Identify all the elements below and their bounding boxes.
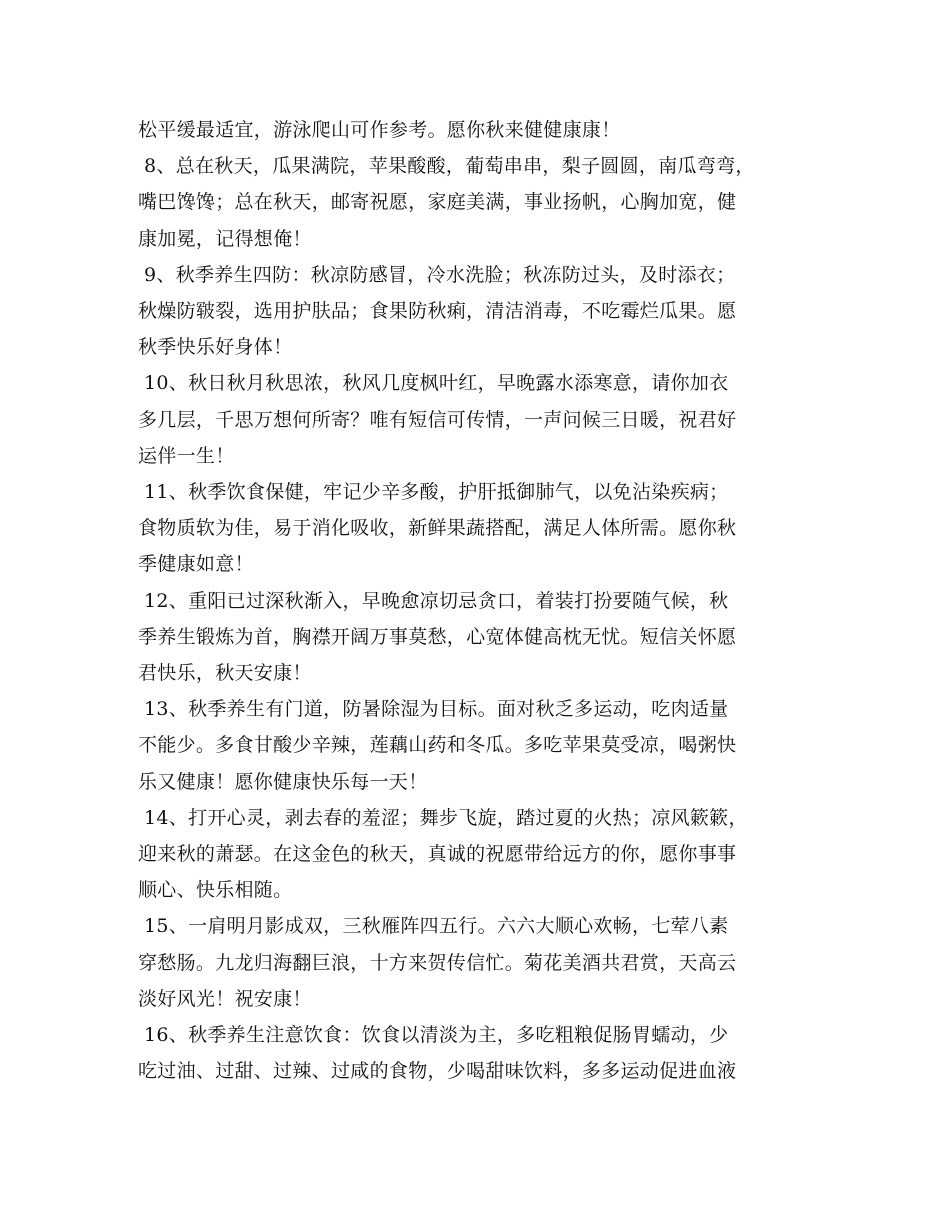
paragraph-13 bbox=[138, 691, 818, 800]
paragraph-8 bbox=[138, 148, 818, 257]
text-line: 顺心、快乐相随。 bbox=[138, 879, 293, 902]
paragraph-14 bbox=[138, 800, 818, 909]
text-line: 食物质软为佳，易于消化吸收，新鲜果蔬搭配，满足人体所需。愿你秋 bbox=[138, 517, 737, 540]
text-line: 9、秋季养生四防：秋凉防感冒，冷水洗脸；秋冻防过头，及时添衣； bbox=[144, 263, 736, 286]
text-line: 嘴巴馋馋；总在秋天，邮寄祝愿，家庭美满，事业扬帆，心胸加宽，健 bbox=[138, 191, 737, 214]
paragraph-12 bbox=[138, 583, 818, 692]
text-line: 秋季快乐好身体！ bbox=[138, 336, 293, 359]
text-line: 乐又健康！愿你健康快乐每一天！ bbox=[138, 770, 428, 793]
text-line: 吃过油、过甜、过辣、过咸的食物，少喝甜味饮料，多多运动促进血液 bbox=[138, 1060, 737, 1083]
text-line: 8、总在秋天，瓜果满院，苹果酸酸，葡萄串串，梨子圆圆，南瓜弯弯， bbox=[144, 155, 755, 178]
paragraph-16 bbox=[138, 1017, 818, 1089]
text-line: 15、一肩明月影成双，三秋雁阵四五行。六六大顺心欢畅，七荤八素 bbox=[144, 915, 729, 938]
text-line: 多几层，千思万想何所寄？唯有短信可传情，一声问候三日暖，祝君好 bbox=[138, 408, 737, 431]
text-line: 运伴一生！ bbox=[138, 444, 235, 467]
text-line: 10、秋日秋月秋思浓，秋风几度枫叶红，早晚露水添寒意，请你加衣 bbox=[144, 372, 729, 395]
text-line: 君快乐，秋天安康！ bbox=[138, 662, 312, 685]
text-line: 淡好风光！祝安康！ bbox=[138, 987, 312, 1010]
text-line: 13、秋季养生有门道，防暑除湿为目标。面对秋乏多运动，吃肉适量 bbox=[144, 698, 729, 721]
paragraph-10 bbox=[138, 365, 818, 474]
text-line: 季养生锻炼为首，胸襟开阔万事莫愁，心宽体健高枕无忧。短信关怀愿 bbox=[138, 625, 737, 648]
text-line: 穿愁肠。九龙归海翻巨浪，十方来贺传信忙。菊花美酒共君赏，天高云 bbox=[138, 951, 737, 974]
text-line: 16、秋季养生注意饮食：饮食以清淡为主，多吃粗粮促肠胃蠕动，少 bbox=[144, 1024, 729, 1047]
paragraph-9 bbox=[138, 257, 818, 366]
text-line: 不能少。多食甘酸少辛辣，莲藕山药和冬瓜。多吃苹果莫受凉，喝粥快 bbox=[138, 734, 737, 757]
document-page bbox=[138, 112, 818, 1089]
text-line: 12、重阳已过深秋渐入，早晚愈凉切忌贪口，着装打扮要随气候，秋 bbox=[144, 589, 729, 612]
text-line: 14、打开心灵，剥去春的羞涩；舞步飞旋，踏过夏的火热；凉风簌簌， bbox=[144, 806, 748, 829]
paragraph-11 bbox=[138, 474, 818, 583]
text-line: 康加冕，记得想俺！ bbox=[138, 227, 312, 250]
text-line: 秋燥防皲裂，选用护肤品；食果防秋痢，清洁消毒，不吃霉烂瓜果。愿 bbox=[138, 300, 737, 323]
paragraph-15 bbox=[138, 908, 818, 1017]
paragraph-continuation bbox=[138, 112, 818, 148]
text-line: 11、秋季饮食保健，牢记少辛多酸，护肝抵御肺气，以免沾染疾病； bbox=[144, 481, 729, 504]
text-line: 松平缓最适宜，游泳爬山可作参考。愿你秋来健健康康！ bbox=[138, 119, 621, 141]
text-line: 迎来秋的萧瑟。在这金色的秋天，真诚的祝愿带给远方的你，愿你事事 bbox=[138, 843, 737, 866]
text-line: 季健康如意！ bbox=[138, 553, 254, 576]
